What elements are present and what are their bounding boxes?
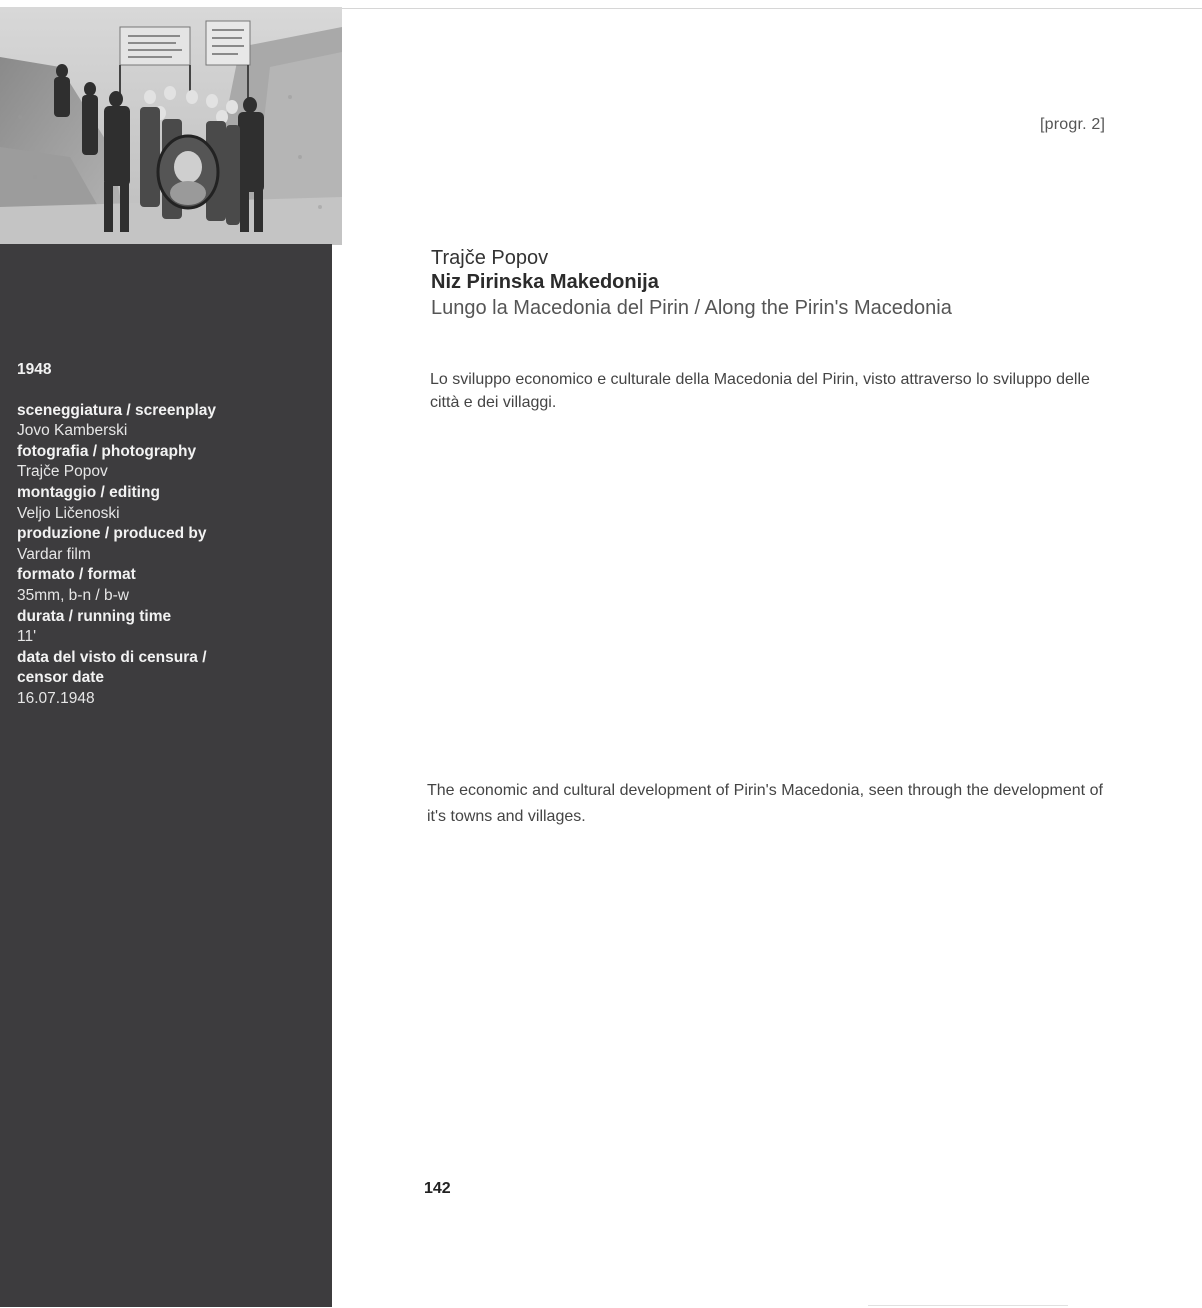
description-italian: Lo sviluppo economico e culturale della Macedonia del Pirin, visto attraverso lo sviluppo delle città e dei villaggi. xyxy=(430,371,1090,411)
credit-value: Trajče Popov xyxy=(17,463,108,481)
credit-screenplay xyxy=(17,401,317,442)
page-number: 142 xyxy=(424,1180,451,1197)
film-heading xyxy=(431,246,1131,321)
credit-censor-date xyxy=(17,648,317,710)
bottom-rule xyxy=(868,1305,1068,1306)
credit-label: data del visto di censura / censor date xyxy=(17,648,207,687)
credit-value: Jovo Kamberski xyxy=(17,422,128,440)
credit-format xyxy=(17,565,317,606)
credits-block xyxy=(17,360,317,710)
film-subtitle: Lungo la Macedonia del Pirin / Along the Pirin's Macedonia xyxy=(431,297,952,319)
credit-label: sceneggiatura / screenplay xyxy=(17,401,217,419)
credit-running-time xyxy=(17,607,317,648)
credit-value: Vardar film xyxy=(17,545,91,563)
credit-label: durata / running time xyxy=(17,607,172,625)
credit-label: formato / format xyxy=(17,566,136,584)
film-title: Niz Pirinska Makedonija xyxy=(431,271,659,293)
description-english: The economic and cultural development of Pirin's Macedonia, seen through the development of it's towns and villages. xyxy=(427,782,1103,825)
credit-value: 16.07.1948 xyxy=(17,689,95,707)
credit-photography xyxy=(17,442,317,483)
credit-producer xyxy=(17,524,317,565)
credit-value: 11' xyxy=(17,628,37,646)
credit-label: produzione / produced by xyxy=(17,525,207,543)
credit-value: Veljo Ličenoski xyxy=(17,504,120,522)
program-label: [progr. 2] xyxy=(1040,116,1106,133)
top-rule xyxy=(342,8,1202,9)
director-name: Trajče Popov xyxy=(431,247,549,269)
credit-value: 35mm, b-n / b-w xyxy=(17,586,129,604)
year: 1948 xyxy=(17,361,52,378)
credit-label: montaggio / editing xyxy=(17,483,160,501)
credit-editing xyxy=(17,483,317,524)
credit-label: fotografia / photography xyxy=(17,442,197,460)
film-still-photo xyxy=(0,7,342,245)
